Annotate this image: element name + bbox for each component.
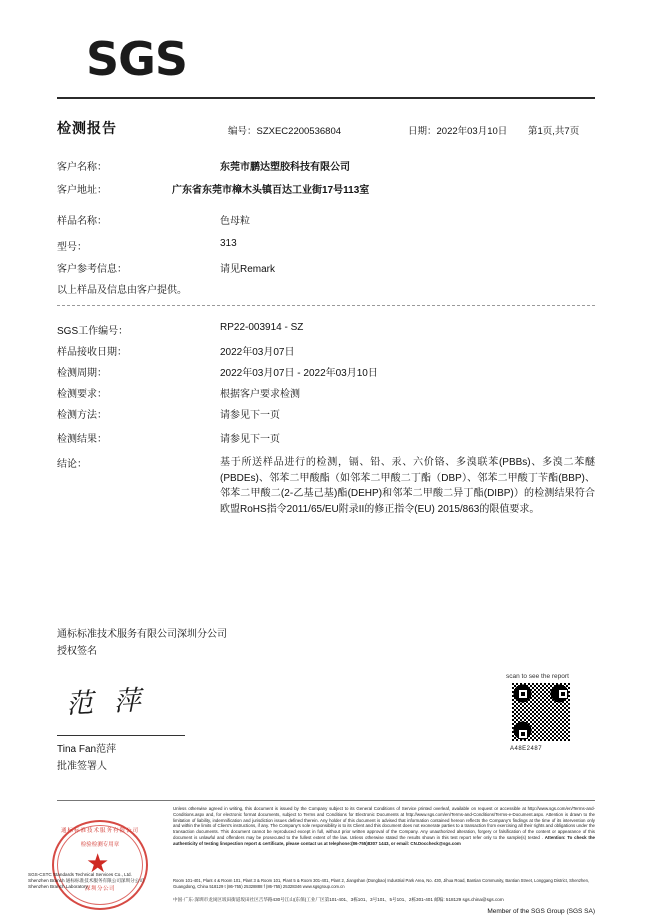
- footer-attention-text: Attention: To check the authenticity of testing /inspection report & certificate, please contact us at telephone:(86-755)8307 1443, or email: CN.Doccheck@sgs.com: [173, 835, 595, 846]
- field-label: 检测方法：: [57, 410, 107, 421]
- field-value: 313: [220, 238, 237, 249]
- field-label: 检测结果：: [57, 434, 107, 445]
- conclusion-text: 基于所送样品进行的检测，镉、铅、汞、六价铬、多溴联苯(PBBs)、多溴二苯醚(PBDEs)、邻苯二甲酸酯（如邻苯二甲酸二丁酯（DBP）、邻苯二甲酸丁苄酯(BBP)、邻苯二甲酸二(2-乙基己基)酯(DEHP)和邻苯二甲酸二异丁酯(DIBP)）的检测结果符合欧盟RoHS指令2011/65/EU附录II的修正指令(EU) 2015/863的限值要求。: [220, 457, 595, 515]
- seal-caption: [28, 872, 168, 891]
- field-value: RP22-003914 - SZ: [220, 322, 304, 333]
- field-label: 型号：: [57, 242, 87, 253]
- seal-top-text: 通标标准技术服务有限公司: [60, 828, 139, 834]
- field-label: 检测周期：: [57, 368, 107, 379]
- field-value: 请见Remark: [220, 264, 276, 275]
- field-value: 广东省东莞市樟木头镇百达工业街17号113室: [172, 185, 370, 196]
- seal-mid-text: 检验检测专用章: [80, 842, 120, 848]
- section-divider: [57, 305, 595, 306]
- field-value: 请参见下一页: [220, 410, 280, 421]
- footer-disclaimer-text: Unless otherwise agreed in writing, this document is issued by the Company subject to its General Conditions of Service printed overleaf, available on request or accessible at http://www.sgs.com/en/Terms-and-Conditions.aspx and, for electronic format documents, subject to Terms and Conditions for Electronic Documents at http://www.sgs.com/en/Terms-and-Conditions/Terms-e-Document.aspx. Attention is drawn to the limitation of liability, indemnification and jurisdiction issues defined therein. Any holder of this document is advised that information contained hereon reflects the Company's findings at the time of its intervention only and within the limits of Client's instructions, if any. The Company's sole responsibility is to its Client and this document does not exonerate parties to a transaction from exercising all their rights and obligations under the transaction documents. This document cannot be reproduced except in full, without prior written approval of the Company. Any unauthorized alteration, forgery or falsification of the content or appearance of this document is unlawful and offenders may be prosecuted to the fullest extent of the law. Unless otherwise stated the results shown in this test report refer only to the sample(s) tested .: [173, 806, 595, 841]
- field-value: 色母粒: [220, 216, 250, 227]
- field-value: 2022年03月07日 - 2022年03月10日: [220, 368, 378, 379]
- qr-finder-patterns: [512, 683, 570, 741]
- footer-address-cn-text: 中国·广东·深圳市龙岗区坂田街道坂田社区吉华路430号江山(东保)工业厂区第101-401、3栋101、3号101、5号101、2栋301-401 邮编: 518129: [173, 897, 462, 902]
- qr-caption: scan to see the report: [506, 673, 569, 680]
- field-value: 东莞市鹏达塑胶科技有限公司: [220, 162, 350, 173]
- signature-line: [57, 735, 185, 736]
- seal-caption-line2: Shenzhen Branch 通标标准技术服务有限公司深圳分公司: [28, 878, 144, 884]
- conclusion-label: 结论：: [57, 459, 87, 470]
- seal-caption-line3: Shenzhen Branch Laboratory: [28, 884, 88, 890]
- header-divider: [57, 97, 595, 99]
- footer-email: sgs.china@sgs.com: [462, 897, 504, 902]
- field-label: 检测要求：: [57, 389, 107, 400]
- field-value: 2022年03月07日: [220, 347, 295, 358]
- footer-address-cn: [173, 897, 595, 903]
- signer-name: Tina Fan范萍: [57, 744, 117, 755]
- field-label: 客户地址：: [57, 185, 107, 196]
- field-value: 请参见下一页: [220, 434, 280, 445]
- seal-bottom-text: 深圳分公司: [84, 886, 115, 892]
- footer-divider: [57, 800, 595, 801]
- footer-address: [173, 878, 595, 889]
- sgs-logo: SGS: [86, 32, 188, 86]
- footer-member: Member of the SGS Group (SGS SA): [487, 908, 595, 915]
- field-label: 客户名称：: [57, 162, 107, 173]
- page-title: 检测报告: [57, 120, 117, 136]
- footer-web: www.sgsgroup.com.cn: [302, 883, 345, 889]
- footer-tel: t (86-755) 25328888: [224, 883, 263, 889]
- field-label: SGS工作编号：: [57, 326, 129, 337]
- star-icon: ★: [86, 848, 110, 878]
- seal-caption-line1: SGS-CSTC Standards Technical Services Co., Ltd.: [28, 872, 132, 877]
- report-number: 编号：SZXEC2200536804: [228, 126, 342, 137]
- qr-code-icon[interactable]: [510, 681, 572, 743]
- page-indicator: 第1页,共7页: [528, 126, 580, 137]
- authorized-signature-label: 授权签名: [57, 646, 97, 657]
- field-label: 样品名称：: [57, 216, 107, 227]
- footer-address-en: Room 101-401, Plant 4 & Room 101, Plant 3 & Room 101, Plant 5 & Room 301-401, Plant 2, Jiangshan (Dongbao) Industrial Park Area, No. 430, Jihua Road, Bantian Community, Bantian Street, Longgang District, Shenzhen, Guangdong, China 518129: [173, 878, 590, 889]
- field-label: 客户参考信息：: [57, 264, 127, 275]
- company-seal-icon: [48, 818, 156, 910]
- field-value: 根据客户要求检测: [220, 389, 300, 400]
- qr-id-label: A48E2487: [510, 746, 543, 752]
- footer-disclaimer: [173, 806, 595, 847]
- report-date: 日期：2022年03月10日: [408, 126, 508, 137]
- handwritten-signature: 范 萍: [65, 684, 148, 721]
- signer-role: 批准签署人: [57, 761, 107, 772]
- footer-fax: f (86-755) 25328346: [263, 883, 302, 889]
- sample-source-note: 以上样品及信息由客户提供。: [57, 285, 187, 296]
- field-label: 样品接收日期：: [57, 347, 127, 358]
- signing-company: 通标标准技术服务有限公司深圳分公司: [57, 629, 227, 640]
